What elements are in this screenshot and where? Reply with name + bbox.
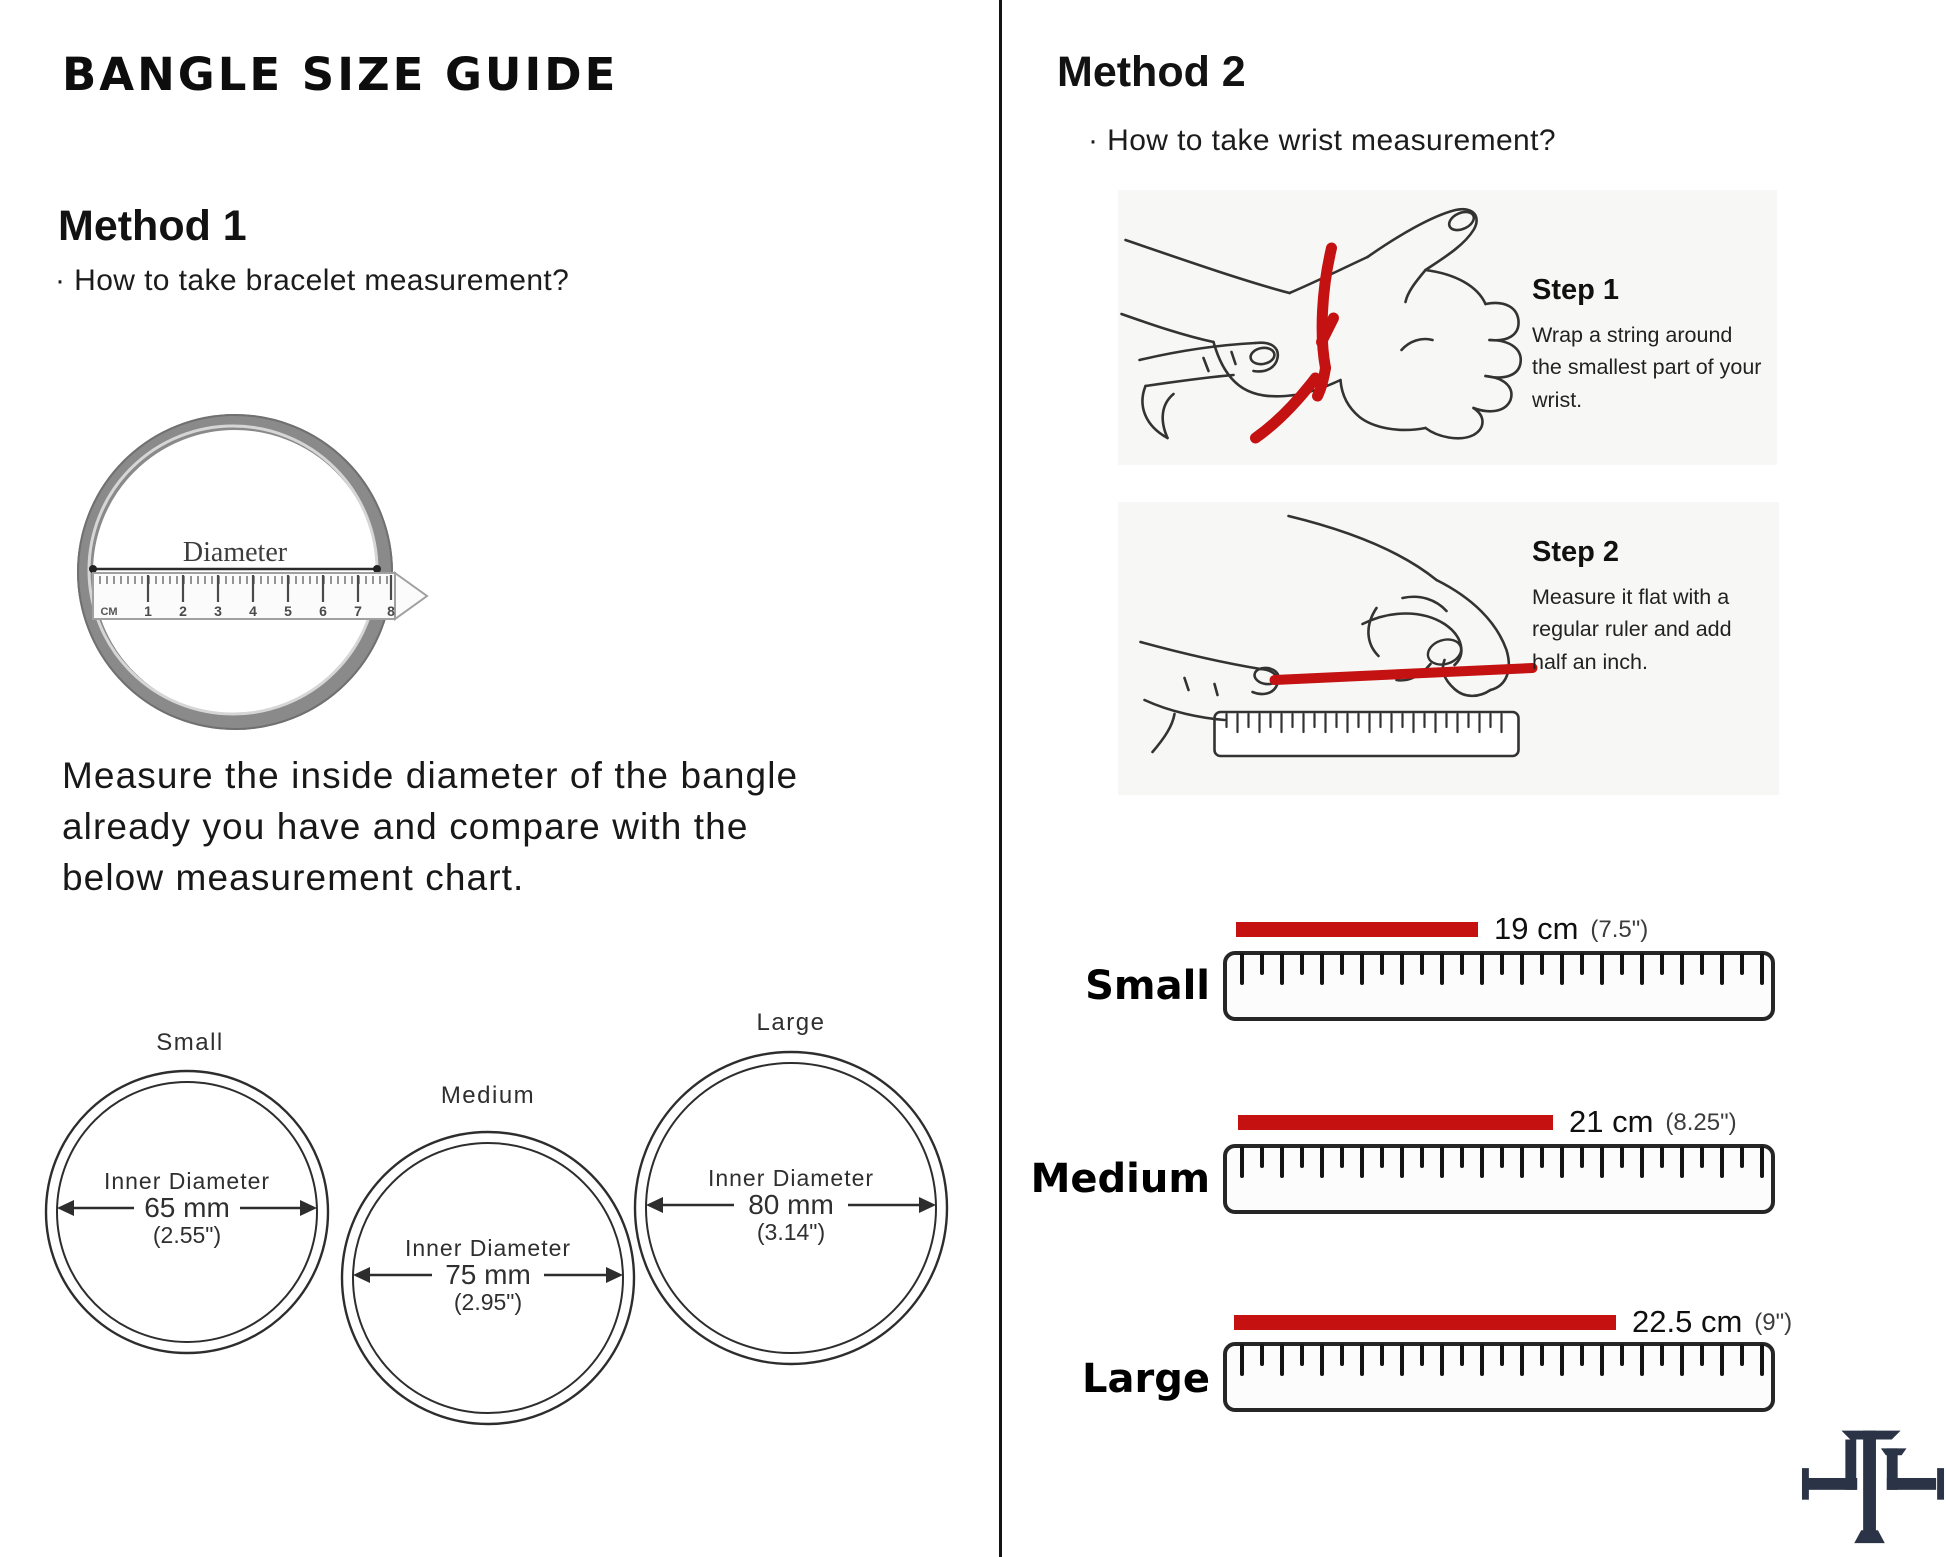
method1-heading: Method 1 bbox=[58, 202, 247, 250]
ruler-number: 1 bbox=[144, 603, 152, 619]
ruler-number: 3 bbox=[214, 603, 222, 619]
red-string-icon bbox=[1275, 668, 1533, 680]
size-cm: 22.5 cm bbox=[1632, 1304, 1743, 1339]
ruler-number: 6 bbox=[319, 603, 327, 619]
size-inch: (7.5") bbox=[1590, 916, 1649, 943]
step1-panel bbox=[1118, 190, 1777, 465]
bangle-diameter-diagram bbox=[60, 330, 450, 730]
wrist-size-name-small: Small bbox=[1085, 963, 1210, 1009]
inner-diameter-inch: (2.55") bbox=[152, 1222, 222, 1248]
step1-title: Step 1 bbox=[1532, 274, 1620, 306]
ruler-number: 8 bbox=[387, 603, 395, 619]
size-cm: 19 cm bbox=[1494, 911, 1579, 946]
cm-ruler-icon bbox=[93, 573, 427, 619]
ruler-number: 5 bbox=[284, 603, 292, 619]
inner-diameter-mm: 75 mm bbox=[445, 1259, 531, 1290]
red-length-bar bbox=[1238, 1115, 1553, 1130]
step2-panel bbox=[1118, 502, 1779, 795]
size-inch: (8.25") bbox=[1665, 1109, 1737, 1136]
wrist-size-row-small bbox=[1236, 911, 1648, 947]
size-label-small: Small bbox=[156, 1029, 224, 1056]
size-inch: (9") bbox=[1754, 1309, 1793, 1336]
inner-diameter-label: Inner Diameter bbox=[707, 1165, 875, 1191]
diameter-label: Diameter bbox=[182, 537, 288, 568]
wrist-size-name-large: Large bbox=[1082, 1356, 1210, 1402]
red-length-bar bbox=[1234, 1315, 1616, 1330]
step1-text: Wrap a string around the smallest part of your wrist. bbox=[1532, 323, 1762, 412]
ruler-number: 2 bbox=[179, 603, 187, 619]
step2-title: Step 2 bbox=[1532, 536, 1620, 568]
wrist-size-row-medium bbox=[1238, 1104, 1737, 1140]
page-title: BANGLE SIZE GUIDE bbox=[62, 48, 619, 101]
size-comparison-chart bbox=[40, 1005, 960, 1455]
inner-diameter-inch: (3.14") bbox=[756, 1219, 826, 1245]
inner-diameter-inch: (2.95") bbox=[453, 1289, 523, 1315]
method1-description: Measure the inside diameter of the bangle already you have and compare with the below measurement chart. bbox=[62, 755, 799, 899]
brand-monogram-logo bbox=[1800, 1402, 1946, 1552]
ruler-unit-label: CM bbox=[100, 606, 118, 618]
size-label-large: Large bbox=[756, 1009, 826, 1036]
step2-text: Measure it flat with a regular ruler and add half an inch. bbox=[1532, 585, 1732, 674]
inner-diameter-mm: 80 mm bbox=[748, 1189, 834, 1220]
inner-diameter-label: Inner Diameter bbox=[103, 1168, 271, 1194]
wrist-size-name-medium: Medium bbox=[1030, 1156, 1210, 1202]
ruler-icon-medium bbox=[1222, 1143, 1776, 1215]
inner-diameter-label: Inner Diameter bbox=[404, 1235, 572, 1261]
ruler-icon-large bbox=[1222, 1341, 1776, 1413]
size-cm: 21 cm bbox=[1569, 1104, 1654, 1139]
ruler-icon-small bbox=[1222, 950, 1776, 1022]
size-label-medium: Medium bbox=[440, 1082, 536, 1109]
inner-diameter-mm: 65 mm bbox=[144, 1192, 230, 1223]
ruler-number: 7 bbox=[354, 603, 362, 619]
method1-bullet: · How to take bracelet measurement? bbox=[55, 264, 570, 297]
column-divider bbox=[999, 0, 1002, 1557]
red-length-bar bbox=[1236, 922, 1478, 937]
ruler-number: 4 bbox=[249, 603, 257, 619]
method2-heading: Method 2 bbox=[1057, 48, 1246, 96]
wrist-size-row-large bbox=[1234, 1304, 1792, 1340]
method2-bullet: · How to take wrist measurement? bbox=[1088, 124, 1556, 157]
